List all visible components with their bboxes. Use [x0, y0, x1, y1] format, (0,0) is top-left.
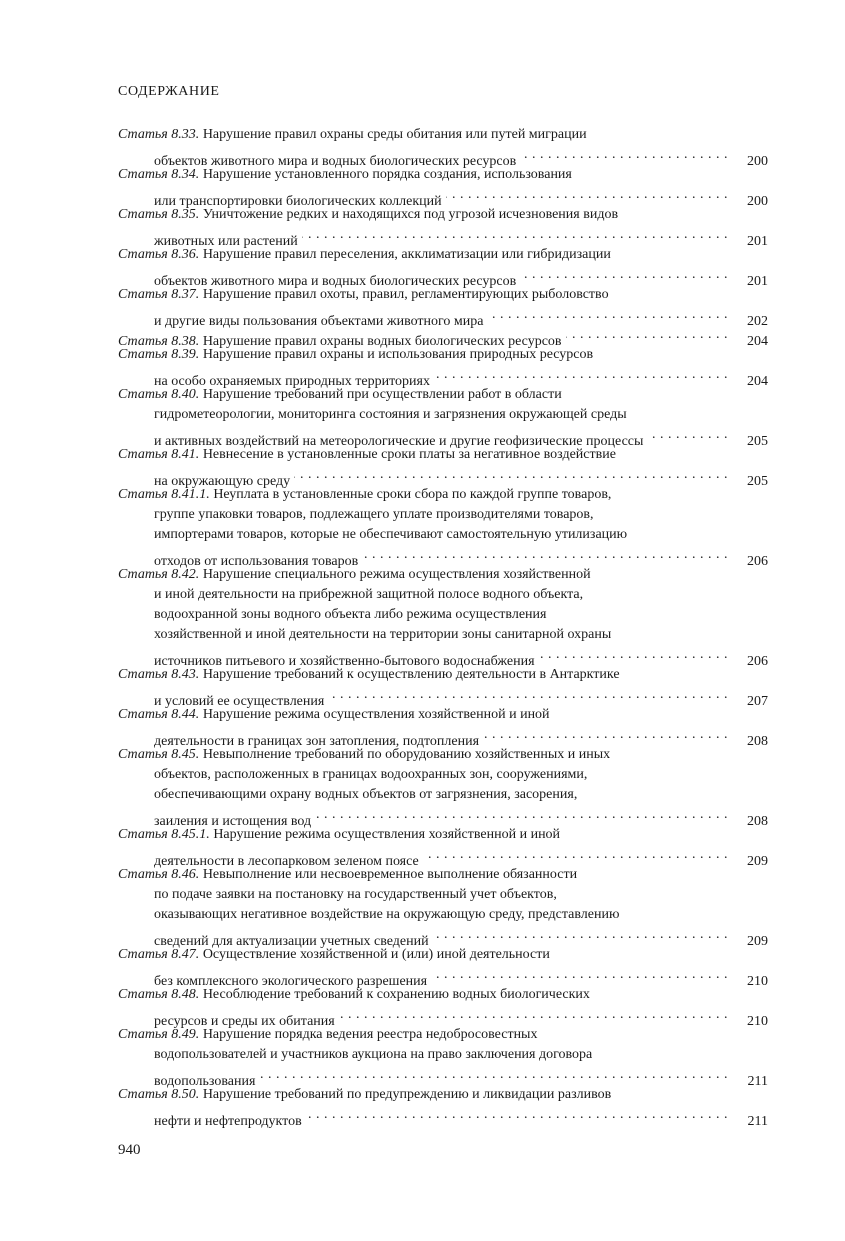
toc-line	[118, 745, 768, 765]
toc-line-text-wrap	[118, 867, 577, 882]
entry-title-text: ресурсов и среды их обитания	[154, 1014, 335, 1029]
dot-leader	[302, 225, 728, 245]
entry-title-text: и другие виды пользования объектами животного мира	[154, 314, 484, 329]
article-label: Статья 8.46.	[118, 867, 200, 882]
toc-line	[118, 605, 768, 625]
entry-page-number: 209	[747, 854, 768, 869]
article-label: Статья 8.34.	[118, 167, 200, 182]
toc-line	[118, 1065, 768, 1089]
toc-line-text-wrap	[118, 387, 562, 402]
toc-entry	[118, 245, 768, 289]
toc-line	[118, 285, 768, 305]
toc-line	[118, 985, 768, 1005]
entry-title-text: объектов животного мира и водных биологических ресурсов	[154, 274, 517, 289]
toc-line-text-wrap	[118, 707, 550, 722]
toc-line	[118, 365, 768, 389]
entry-title-text: Несоблюдение требований к сохранению водных биологических	[202, 987, 590, 1002]
article-label: Статья 8.50.	[118, 1087, 200, 1102]
toc-line	[118, 685, 768, 709]
entry-title-text: Нарушение режима осуществления хозяйственной и иной	[202, 707, 550, 722]
entry-title-text: и активных воздействий на метеорологические и другие геофизические процессы	[154, 434, 644, 449]
entry-title-text: Нарушение правил охоты, правил, регламентирующих рыболовство	[202, 287, 609, 302]
toc-line-text-wrap	[154, 907, 619, 922]
toc-entry	[118, 1025, 768, 1089]
dot-leader	[434, 365, 728, 385]
toc-line	[118, 1005, 768, 1029]
toc-line	[118, 225, 768, 249]
entry-title-text: оказывающих негативное воздействие на окружающую среду, представлению	[154, 907, 620, 922]
toc-line	[118, 825, 768, 845]
entry-page-number: 205	[747, 434, 768, 449]
entry-title-text: Нарушение специального режима осуществления хозяйственной	[202, 567, 591, 582]
toc-line	[118, 665, 768, 685]
entry-title-text: Невыполнение требований по оборудованию хозяйственных и иных	[202, 747, 611, 762]
entry-title-text: деятельности в границах зон затопления, подтопления	[154, 734, 480, 749]
entry-page-number: 209	[747, 934, 768, 949]
article-label: Статья 8.39.	[118, 347, 200, 362]
toc-line-text-wrap	[154, 1047, 592, 1062]
toc-entry	[118, 125, 768, 169]
entry-title-text: Невнесение в установленные сроки платы за негативное воздействие	[202, 447, 616, 462]
page-number: 940	[118, 1142, 141, 1158]
dot-leader	[362, 545, 728, 565]
toc-line	[118, 345, 768, 365]
entry-title-text: отходов от использования товаров	[154, 554, 359, 569]
dot-leader	[315, 805, 728, 825]
toc-entry	[118, 745, 768, 829]
toc-entry	[118, 485, 768, 569]
entry-title-text: водопользования	[154, 1074, 256, 1089]
article-label: Статья 8.40.	[118, 387, 200, 402]
entry-title-text: Уничтожение редких и находящихся под угрозой исчезновения видов	[202, 207, 619, 222]
entry-page-number: 210	[747, 974, 768, 989]
toc-line-text-wrap	[154, 607, 546, 622]
toc-line	[118, 925, 768, 949]
toc-line	[118, 645, 768, 669]
entry-title-text: обеспечивающими охрану водных объектов от загрязнения, засорения,	[154, 787, 578, 802]
toc-line-text-wrap	[118, 287, 609, 302]
toc-line-text-wrap	[154, 527, 627, 542]
entry-title-text: сведений для актуализации учетных сведений	[154, 934, 429, 949]
article-label: Статья 8.38.	[118, 334, 200, 349]
dot-leader	[520, 145, 728, 165]
toc-line	[118, 805, 768, 829]
entry-page-number: 204	[747, 334, 768, 349]
toc-line	[118, 1025, 768, 1045]
entry-title-text: Нарушение режима осуществления хозяйственной и иной	[213, 827, 561, 842]
toc-line	[118, 965, 768, 989]
dot-leader	[259, 1065, 728, 1085]
entry-title-text: заиления и истощения вод	[154, 814, 312, 829]
entry-title-text: Невыполнение или несвоевременное выполнение обязанности	[202, 867, 578, 882]
article-label: Статья 8.37.	[118, 287, 200, 302]
toc-line-text-wrap	[154, 787, 577, 802]
article-label: Статья 8.41.	[118, 447, 200, 462]
toc-line	[118, 1045, 768, 1065]
entry-title-text: нефти и нефтепродуктов	[154, 1114, 302, 1129]
entry-title-text: Нарушение правил охраны и использования природных ресурсов	[202, 347, 594, 362]
dot-leader	[423, 845, 728, 865]
toc-line	[118, 185, 768, 209]
entry-title-text: объектов, расположенных в границах водоохранных зон, сооружениями,	[154, 767, 588, 782]
dot-leader	[647, 425, 728, 445]
toc-line	[118, 565, 768, 585]
entry-title-text: животных или растений	[154, 234, 298, 249]
running-header: СОДЕРЖАНИЕ	[118, 84, 220, 99]
toc-line-text-wrap	[154, 1112, 302, 1132]
dot-leader	[433, 925, 728, 945]
dot-leader	[339, 1005, 728, 1025]
toc-line-text-wrap	[118, 447, 616, 462]
entry-page-number: 205	[747, 474, 768, 489]
toc-line	[118, 505, 768, 525]
toc-line	[118, 445, 768, 465]
entry-title-text: гидрометеорологии, мониторинга состояния и загрязнения окружающей среды	[154, 407, 627, 422]
article-label: Статья 8.45.1.	[118, 827, 210, 842]
entry-page-number: 201	[747, 274, 768, 289]
toc-line-text-wrap	[154, 767, 587, 782]
entry-page-number: 202	[747, 314, 768, 329]
dot-leader	[306, 1105, 728, 1125]
dot-leader	[328, 685, 728, 705]
toc-line	[118, 205, 768, 225]
toc-line	[118, 1105, 768, 1129]
article-label: Статья 8.49.	[118, 1027, 200, 1042]
toc-line	[118, 625, 768, 645]
toc-line-text-wrap	[118, 347, 593, 362]
toc-entry	[118, 865, 768, 949]
toc-line-text-wrap	[118, 987, 590, 1002]
toc-line-text-wrap	[118, 127, 587, 142]
dot-leader	[566, 325, 728, 345]
toc-line	[118, 165, 768, 185]
toc-line	[118, 845, 768, 869]
article-label: Статья 8.42.	[118, 567, 200, 582]
entry-title-text: Неуплата в установленные сроки сбора по каждой группе товаров,	[213, 487, 612, 502]
toc-entry	[118, 825, 768, 869]
entry-page-number: 207	[747, 694, 768, 709]
toc-entry	[118, 565, 768, 669]
entry-title-text: Нарушение требований при осуществлении работ в области	[202, 387, 562, 402]
entry-title-text: Нарушение требований к осуществлению деятельности в Антарктике	[202, 667, 620, 682]
toc-entry	[118, 345, 768, 389]
toc-line-text-wrap	[118, 567, 591, 582]
toc-line-text-wrap	[118, 207, 618, 222]
table-of-contents	[118, 125, 768, 1129]
dot-leader	[487, 305, 728, 325]
entry-title-text: и условий ее осуществления	[154, 694, 325, 709]
entry-title-text: группе упаковки товаров, подлежащего уплате производителями товаров,	[154, 507, 594, 522]
dot-leader	[431, 965, 728, 985]
toc-entry	[118, 325, 768, 349]
toc-entry	[118, 285, 768, 329]
toc-line	[118, 325, 768, 349]
toc-line-text-wrap	[118, 487, 611, 502]
toc-line	[118, 725, 768, 749]
entry-page-number: 206	[747, 554, 768, 569]
dot-leader	[483, 725, 728, 745]
toc-line-text-wrap	[154, 407, 627, 422]
entry-title-text: деятельности в лесопарковом зеленом поясе	[154, 854, 419, 869]
entry-page-number: 200	[747, 194, 768, 209]
entry-title-text: объектов животного мира и водных биологических ресурсов	[154, 154, 517, 169]
toc-entry	[118, 1085, 768, 1129]
entry-title-text: водопользователей и участников аукциона на право заключения договора	[154, 1047, 593, 1062]
toc-line	[118, 245, 768, 265]
entry-title-text: водоохранной зоны водного объекта либо режима осуществления	[154, 607, 547, 622]
toc-line-text-wrap	[118, 747, 610, 762]
entry-page-number: 208	[747, 814, 768, 829]
toc-line	[118, 485, 768, 505]
toc-line-text-wrap	[118, 1027, 537, 1042]
toc-line-text-wrap	[154, 887, 557, 902]
entry-title-text: и иной деятельности на прибрежной защитной полосе водного объекта,	[154, 587, 584, 602]
toc-line-text-wrap	[118, 667, 620, 682]
dot-leader	[446, 185, 728, 205]
entry-page-number: 211	[747, 1074, 768, 1089]
entry-page-number: 206	[747, 654, 768, 669]
toc-line	[118, 945, 768, 965]
toc-entry	[118, 165, 768, 209]
article-label: Статья 8.35.	[118, 207, 200, 222]
toc-line-text-wrap	[118, 827, 560, 842]
toc-line	[118, 705, 768, 725]
toc-entry	[118, 205, 768, 249]
article-label: Статья 8.41.1.	[118, 487, 210, 502]
toc-line	[118, 865, 768, 885]
article-label: Статья 8.36.	[118, 247, 200, 262]
toc-line	[118, 905, 768, 925]
toc-line	[118, 525, 768, 545]
entry-title-text: хозяйственной и иной деятельности на территории зоны санитарной охраны	[154, 627, 612, 642]
entry-title-text: Нарушение требований по предупреждению и ликвидации разливов	[202, 1087, 612, 1102]
entry-title-text: на окружающую среду	[154, 474, 291, 489]
article-label: Статья 8.48.	[118, 987, 200, 1002]
entry-page-number: 211	[747, 1114, 768, 1129]
dot-leader	[539, 645, 728, 665]
entry-page-number: 204	[747, 374, 768, 389]
dot-leader	[294, 465, 728, 485]
article-label: Статья 8.43.	[118, 667, 200, 682]
entry-page-number: 210	[747, 1014, 768, 1029]
toc-line-text-wrap	[118, 167, 572, 182]
toc-line	[118, 885, 768, 905]
toc-entry	[118, 945, 768, 989]
toc-line	[118, 405, 768, 425]
toc-entry	[118, 985, 768, 1029]
entry-title-text: без комплексного экологического разрешения	[154, 974, 428, 989]
article-label: Статья 8.44.	[118, 707, 200, 722]
dot-leader	[520, 265, 728, 285]
entry-page-number: 201	[747, 234, 768, 249]
toc-entry	[118, 445, 768, 489]
toc-line	[118, 465, 768, 489]
toc-line	[118, 385, 768, 405]
toc-entry	[118, 705, 768, 749]
entry-page-number: 200	[747, 154, 768, 169]
toc-line	[118, 125, 768, 145]
toc-line-text-wrap	[118, 247, 611, 262]
toc-entry	[118, 665, 768, 709]
toc-line	[118, 145, 768, 169]
toc-line-text-wrap	[118, 1087, 611, 1102]
entry-title-text: Нарушение порядка ведения реестра недобросовестных	[202, 1027, 538, 1042]
article-label: Статья 8.47.	[118, 947, 200, 962]
entry-title-text: Нарушение правил охраны водных биологических ресурсов	[202, 334, 562, 349]
toc-line	[118, 265, 768, 289]
article-label: Статья 8.33.	[118, 127, 200, 142]
entry-title-text: Осуществление хозяйственной и (или) иной деятельности	[202, 947, 550, 962]
toc-line	[118, 545, 768, 569]
toc-line-text-wrap	[154, 587, 583, 602]
toc-line-text-wrap	[154, 507, 594, 522]
entry-title-text: на особо охраняемых природных территориях	[154, 374, 430, 389]
toc-line	[118, 785, 768, 805]
entry-title-text: Нарушение правил охраны среды обитания или путей миграции	[202, 127, 587, 142]
toc-line	[118, 425, 768, 449]
toc-line-text-wrap	[118, 947, 550, 962]
toc-line	[118, 1085, 768, 1105]
entry-title-text: Нарушение правил переселения, акклиматизации или гибридизации	[202, 247, 611, 262]
entry-title-text: или транспортировки биологических коллекций	[154, 194, 442, 209]
entry-title-text: Нарушение установленного порядка создания, использования	[202, 167, 572, 182]
entry-page-number: 208	[747, 734, 768, 749]
toc-line	[118, 305, 768, 329]
toc-line-text-wrap	[154, 627, 611, 642]
toc-line	[118, 585, 768, 605]
article-label: Статья 8.45.	[118, 747, 200, 762]
entry-title-text: импортерами товаров, которые не обеспечивают самостоятельную утилизацию	[154, 527, 628, 542]
toc-line	[118, 765, 768, 785]
entry-title-text: по подаче заявки на постановку на государственный учет объектов,	[154, 887, 557, 902]
entry-title-text: источников питьевого и хозяйственно-бытового водоснабжения	[154, 654, 535, 669]
toc-entry	[118, 385, 768, 449]
